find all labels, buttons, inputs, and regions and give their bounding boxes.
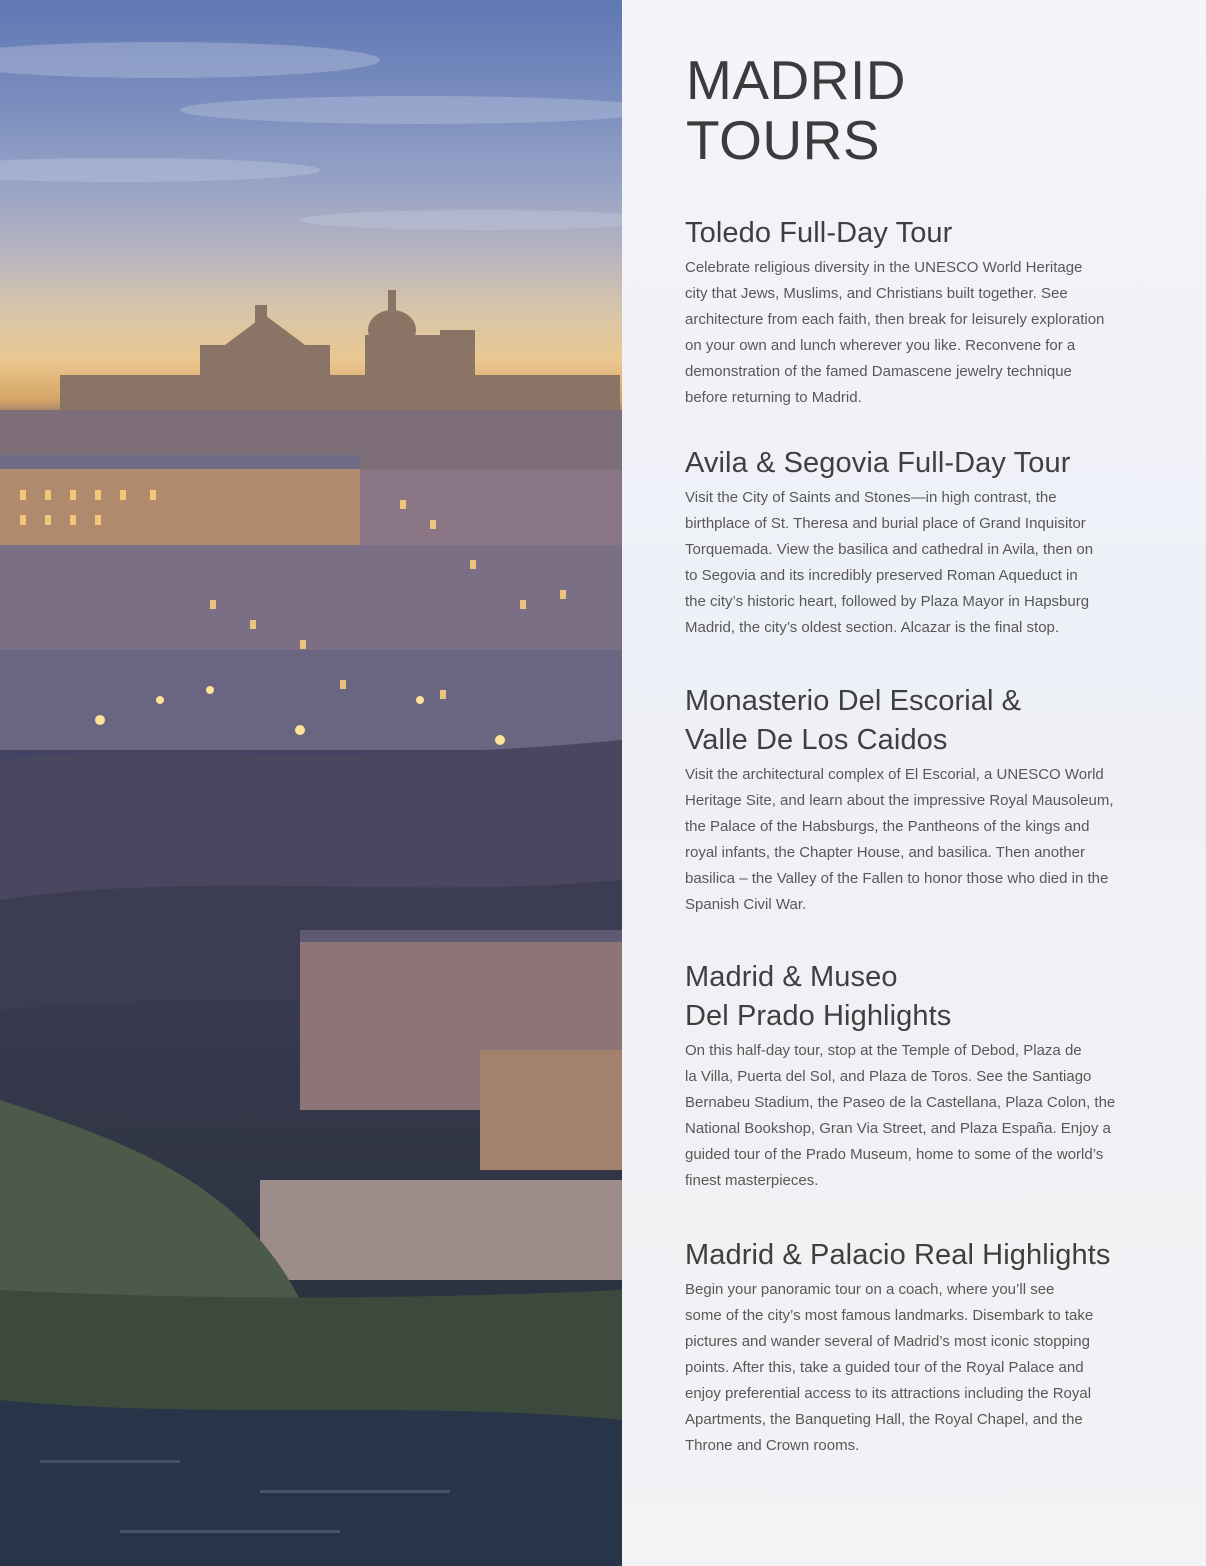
tour-title-line: Del Prado Highlights <box>685 1000 952 1032</box>
description-line: Visit the City of Saints and Stones—in high contrast, the <box>685 489 1057 506</box>
description-line: enjoy preferential access to its attractions including the Royal <box>685 1385 1092 1402</box>
page-title-line: MADRID <box>686 49 906 111</box>
tour-description <box>685 255 1145 411</box>
description-line: some of the city’s most famous landmarks. Disembark to take <box>685 1307 1094 1324</box>
description-line: Torquemada. View the basilica and cathedral in Avila, then on <box>685 541 1094 558</box>
description-line: Bernabeu Stadium, the Paseo de la Castellana, Plaza Colon, the <box>685 1094 1116 1111</box>
tour-title-line: Valle De Los Caidos <box>685 724 948 756</box>
description-line: before returning to Madrid. <box>685 389 862 406</box>
description-line: Throne and Crown rooms. <box>685 1437 860 1454</box>
description-line: to Segovia and its incredibly preserved Roman Aqueduct in <box>685 567 1078 584</box>
tour-title-line: Toledo Full-Day Tour <box>685 217 953 249</box>
page-title <box>686 50 906 170</box>
tour-description <box>685 762 1145 918</box>
tour-title <box>685 682 1145 760</box>
tour-title <box>685 214 1145 253</box>
description-line: pictures and wander several of Madrid’s most iconic stopping <box>685 1333 1090 1350</box>
tour-avila-segovia <box>685 444 1145 641</box>
tour-description <box>685 485 1145 641</box>
tour-title <box>685 1236 1145 1275</box>
description-line: Heritage Site, and learn about the impressive Royal Mausoleum, <box>685 792 1114 809</box>
description-line: National Bookshop, Gran Via Street, and Plaza España. Enjoy a <box>685 1120 1111 1137</box>
tour-title-line: Madrid & Palacio Real Highlights <box>685 1239 1111 1271</box>
description-line: Apartments, the Banqueting Hall, the Royal Chapel, and the <box>685 1411 1083 1428</box>
description-line: Madrid, the city’s oldest section. Alcazar is the final stop. <box>685 619 1060 636</box>
description-line: finest masterpieces. <box>685 1172 819 1189</box>
description-line: architecture from each faith, then break for leisurely exploration <box>685 311 1105 328</box>
tour-description <box>685 1277 1145 1459</box>
description-line: Visit the architectural complex of El Escorial, a UNESCO World <box>685 766 1104 783</box>
tour-title-line: Madrid & Museo <box>685 961 898 993</box>
page-title-line: TOURS <box>686 109 881 171</box>
description-line: birthplace of St. Theresa and burial place of Grand Inquisitor <box>685 515 1086 532</box>
description-line: guided tour of the Prado Museum, home to some of the world’s <box>685 1146 1104 1163</box>
tour-title <box>685 444 1145 483</box>
tour-title-line: Avila & Segovia Full-Day Tour <box>685 447 1071 479</box>
tour-prado <box>685 958 1145 1194</box>
tour-toledo <box>685 214 1145 411</box>
description-line: city that Jews, Muslims, and Christians built together. See <box>685 285 1068 302</box>
description-line: Celebrate religious diversity in the UNESCO World Heritage <box>685 259 1083 276</box>
tour-escorial <box>685 682 1145 918</box>
description-line: basilica – the Valley of the Fallen to honor those who died in the <box>685 870 1109 887</box>
description-line: the Palace of the Habsburgs, the Pantheons of the kings and <box>685 818 1090 835</box>
description-line: On this half-day tour, stop at the Temple of Debod, Plaza de <box>685 1042 1082 1059</box>
tours-panel <box>622 0 1206 1566</box>
tour-description <box>685 1038 1145 1194</box>
description-line: Begin your panoramic tour on a coach, where you’ll see <box>685 1281 1055 1298</box>
tour-title <box>685 958 1145 1036</box>
tour-palacio-real <box>685 1236 1145 1459</box>
description-line: the city’s historic heart, followed by Plaza Mayor in Hapsburg <box>685 593 1090 610</box>
description-line: la Villa, Puerta del Sol, and Plaza de Toros. See the Santiago <box>685 1068 1092 1085</box>
description-line: Spanish Civil War. <box>685 896 807 913</box>
description-line: points. After this, take a guided tour of the Royal Palace and <box>685 1359 1084 1376</box>
description-line: royal infants, the Chapter House, and basilica. Then another <box>685 844 1085 861</box>
tour-title-line: Monasterio Del Escorial & <box>685 685 1022 717</box>
description-line: on your own and lunch wherever you like. Reconvene for a <box>685 337 1076 354</box>
description-line: demonstration of the famed Damascene jewelry technique <box>685 363 1072 380</box>
